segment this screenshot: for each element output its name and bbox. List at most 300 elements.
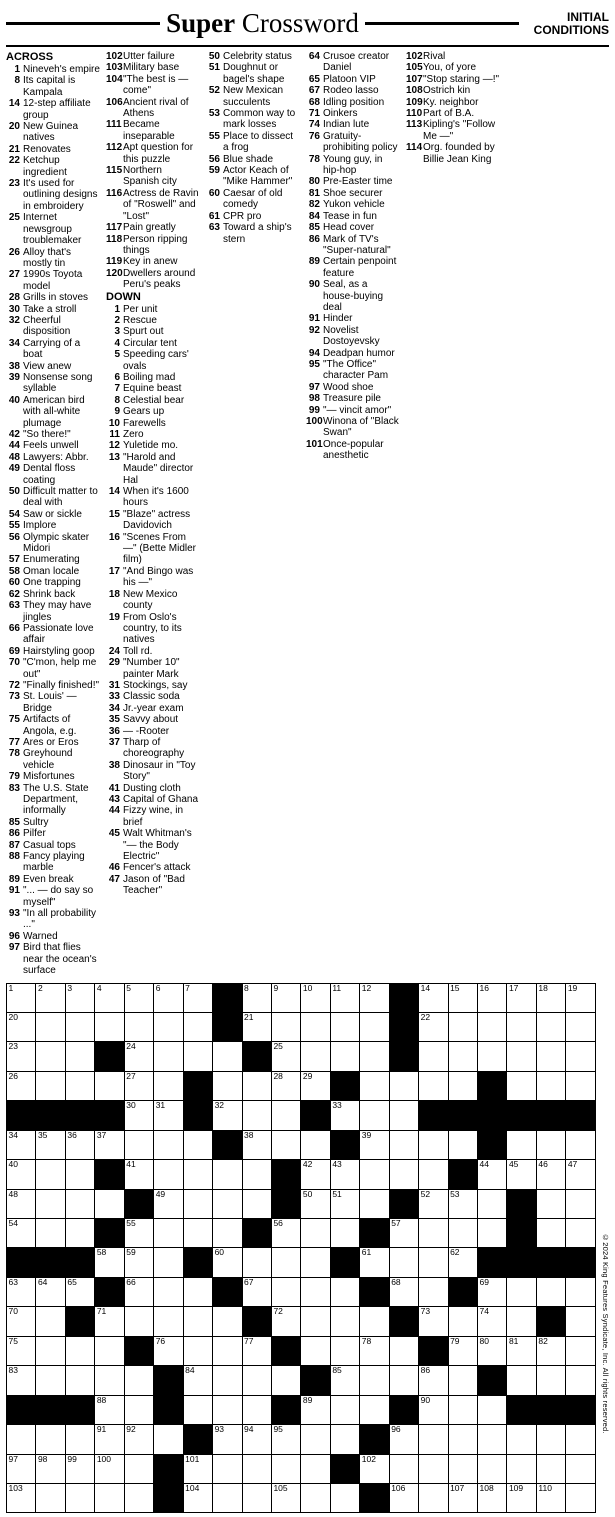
- grid-cell[interactable]: [95, 1012, 124, 1041]
- grid-cell[interactable]: [65, 1483, 94, 1512]
- grid-cell[interactable]: [389, 1130, 418, 1159]
- grid-cell[interactable]: [301, 1483, 330, 1512]
- grid-cell[interactable]: [360, 1395, 389, 1424]
- grid-cell[interactable]: [154, 1189, 183, 1218]
- grid-cell[interactable]: [271, 1130, 300, 1159]
- grid-cell[interactable]: [242, 1071, 271, 1100]
- grid-cell[interactable]: [478, 1042, 507, 1071]
- grid-cell[interactable]: [419, 1248, 448, 1277]
- grid-cell[interactable]: [566, 1219, 595, 1248]
- grid-cell[interactable]: [95, 1454, 124, 1483]
- grid-cell[interactable]: [7, 1425, 36, 1454]
- grid-cell[interactable]: [65, 1454, 94, 1483]
- grid-cell[interactable]: [330, 1219, 359, 1248]
- clue-number: 63: [208, 222, 220, 234]
- grid-cell[interactable]: [566, 1130, 595, 1159]
- grid-cell[interactable]: [154, 1130, 183, 1159]
- grid-cell[interactable]: [213, 1425, 242, 1454]
- grid-cell[interactable]: [419, 1307, 448, 1336]
- grid-cell[interactable]: [389, 1248, 418, 1277]
- grid-cell[interactable]: [271, 1483, 300, 1512]
- grid-cell[interactable]: [124, 1454, 153, 1483]
- grid-cell[interactable]: [419, 1160, 448, 1189]
- grid-cell[interactable]: [330, 1336, 359, 1365]
- grid-cell[interactable]: [536, 1130, 565, 1159]
- grid-cell[interactable]: [507, 1160, 536, 1189]
- grid-cell[interactable]: [242, 1248, 271, 1277]
- grid-cell[interactable]: [419, 1189, 448, 1218]
- grid-cell[interactable]: [271, 1277, 300, 1306]
- grid-cell[interactable]: [419, 1277, 448, 1306]
- grid-cell[interactable]: [154, 1219, 183, 1248]
- grid-cell[interactable]: [124, 1307, 153, 1336]
- grid-cell[interactable]: [566, 1071, 595, 1100]
- grid-cell[interactable]: [330, 1395, 359, 1424]
- grid-cell[interactable]: [419, 1454, 448, 1483]
- grid-cell[interactable]: [242, 1454, 271, 1483]
- grid-cell[interactable]: [448, 1130, 477, 1159]
- grid-cell[interactable]: [360, 1454, 389, 1483]
- grid-cell[interactable]: [330, 1425, 359, 1454]
- grid-cell[interactable]: [7, 1130, 36, 1159]
- grid-cell[interactable]: [242, 1425, 271, 1454]
- grid-cell[interactable]: [566, 1012, 595, 1041]
- grid-cell[interactable]: [566, 1483, 595, 1512]
- grid-cell[interactable]: [36, 1307, 65, 1336]
- grid-cell[interactable]: [389, 1336, 418, 1365]
- grid-cell[interactable]: [183, 1160, 212, 1189]
- grid-cell[interactable]: [124, 1219, 153, 1248]
- grid-cell[interactable]: [154, 1277, 183, 1306]
- grid-cell[interactable]: [213, 1071, 242, 1100]
- grid-cell[interactable]: [566, 1277, 595, 1306]
- clue-across-89: [6, 874, 100, 885]
- grid-cell[interactable]: [536, 1454, 565, 1483]
- grid-cell[interactable]: [7, 1219, 36, 1248]
- grid-cell[interactable]: [7, 1277, 36, 1306]
- grid-cell[interactable]: [301, 1248, 330, 1277]
- grid-cell[interactable]: [478, 1160, 507, 1189]
- clue-number: 37: [108, 736, 120, 748]
- grid-cell[interactable]: [213, 1101, 242, 1130]
- grid-cell[interactable]: [419, 1425, 448, 1454]
- grid-cell[interactable]: [36, 1336, 65, 1365]
- clue-number: 54: [8, 508, 20, 520]
- grid-cell[interactable]: [154, 1101, 183, 1130]
- grid-cell[interactable]: [36, 1012, 65, 1041]
- clue-down-97: [306, 382, 400, 393]
- grid-cell[interactable]: [507, 983, 536, 1012]
- grid-cell[interactable]: [301, 1071, 330, 1100]
- grid-cell[interactable]: [65, 1189, 94, 1218]
- grid-cell[interactable]: [7, 1336, 36, 1365]
- grid-cell[interactable]: [360, 1307, 389, 1336]
- grid-cell[interactable]: [124, 1277, 153, 1306]
- grid-block: [95, 1219, 124, 1248]
- grid-cell[interactable]: [154, 1248, 183, 1277]
- grid-cell[interactable]: [448, 1395, 477, 1424]
- grid-cell[interactable]: [65, 1425, 94, 1454]
- grid-cell[interactable]: [360, 983, 389, 1012]
- grid-cell[interactable]: [448, 1454, 477, 1483]
- grid-cell[interactable]: [95, 1248, 124, 1277]
- grid-cell[interactable]: [536, 1189, 565, 1218]
- clue-number: 71: [308, 108, 320, 120]
- grid-cell[interactable]: [478, 1012, 507, 1041]
- grid-cell[interactable]: [419, 1071, 448, 1100]
- grid-cell-number: 88: [96, 1394, 107, 1405]
- grid-cell[interactable]: [478, 1454, 507, 1483]
- grid-cell[interactable]: [389, 1277, 418, 1306]
- grid-cell[interactable]: [242, 1130, 271, 1159]
- grid-cell[interactable]: [566, 983, 595, 1012]
- grid-cell[interactable]: [301, 1277, 330, 1306]
- clue-text: "Harold and Maude" director Hal: [123, 451, 194, 486]
- clue-text: "The Office" character Pam: [323, 358, 389, 382]
- grid-cell[interactable]: [448, 1307, 477, 1336]
- grid-cell[interactable]: [183, 1277, 212, 1306]
- grid-cell[interactable]: [95, 1189, 124, 1218]
- clue-text: Dwellers around Peru's peaks: [123, 267, 196, 291]
- grid-cell[interactable]: [536, 1071, 565, 1100]
- grid-cell[interactable]: [242, 1012, 271, 1041]
- grid-cell[interactable]: [271, 983, 300, 1012]
- grid-cell[interactable]: [124, 1101, 153, 1130]
- grid-cell[interactable]: [154, 983, 183, 1012]
- grid-cell[interactable]: [360, 1012, 389, 1041]
- grid-cell[interactable]: [330, 1189, 359, 1218]
- grid-cell[interactable]: [301, 1425, 330, 1454]
- grid-cell[interactable]: [389, 1160, 418, 1189]
- grid-cell[interactable]: [65, 983, 94, 1012]
- grid-cell[interactable]: [154, 1336, 183, 1365]
- grid-cell[interactable]: [478, 1277, 507, 1306]
- grid-cell[interactable]: [124, 983, 153, 1012]
- grid-cell[interactable]: [271, 1042, 300, 1071]
- grid-cell[interactable]: [65, 1071, 94, 1100]
- grid-cell[interactable]: [271, 1012, 300, 1041]
- grid-cell[interactable]: [507, 1012, 536, 1041]
- grid-cell[interactable]: [271, 1425, 300, 1454]
- grid-cell[interactable]: [154, 1425, 183, 1454]
- grid-cell[interactable]: [213, 1307, 242, 1336]
- grid-cell[interactable]: [301, 1307, 330, 1336]
- grid-cell[interactable]: [242, 1277, 271, 1306]
- grid-cell[interactable]: [183, 1395, 212, 1424]
- grid-cell[interactable]: [566, 1160, 595, 1189]
- grid-cell[interactable]: [95, 1483, 124, 1512]
- grid-cell[interactable]: [301, 1454, 330, 1483]
- grid-cell[interactable]: [507, 1130, 536, 1159]
- grid-cell[interactable]: [95, 1307, 124, 1336]
- grid-cell[interactable]: [36, 1219, 65, 1248]
- grid-cell[interactable]: [448, 1071, 477, 1100]
- grid-cell[interactable]: [507, 1483, 536, 1512]
- grid-cell[interactable]: [7, 1483, 36, 1512]
- clue-text: Shrink back: [23, 588, 76, 600]
- grid-cell[interactable]: [448, 1425, 477, 1454]
- clue-down-33: [106, 691, 200, 702]
- grid-cell[interactable]: [95, 1071, 124, 1100]
- grid-cell[interactable]: [536, 1277, 565, 1306]
- grid-cell[interactable]: [448, 1483, 477, 1512]
- grid-cell[interactable]: [536, 1425, 565, 1454]
- grid-cell[interactable]: [7, 1012, 36, 1041]
- grid-cell[interactable]: [389, 1101, 418, 1130]
- grid-cell[interactable]: [419, 1219, 448, 1248]
- grid-cell[interactable]: [566, 1307, 595, 1336]
- grid-cell[interactable]: [183, 1042, 212, 1071]
- grid-cell[interactable]: [301, 1160, 330, 1189]
- grid-cell[interactable]: [213, 1219, 242, 1248]
- clue-across-50: [6, 486, 100, 509]
- grid-cell[interactable]: [213, 1160, 242, 1189]
- grid-cell[interactable]: [36, 1042, 65, 1071]
- grid-cell[interactable]: [95, 983, 124, 1012]
- grid-cell[interactable]: [36, 1454, 65, 1483]
- grid-cell[interactable]: [330, 1160, 359, 1189]
- grid-cell[interactable]: [478, 1219, 507, 1248]
- clue-number: 106: [106, 96, 123, 108]
- grid-cell[interactable]: [154, 1042, 183, 1071]
- grid-cell[interactable]: [242, 1483, 271, 1512]
- grid-cell[interactable]: [330, 1012, 359, 1041]
- grid-cell-number: 16: [479, 982, 489, 993]
- grid-cell[interactable]: [448, 1336, 477, 1365]
- grid-cell[interactable]: [419, 983, 448, 1012]
- grid-cell[interactable]: [360, 1160, 389, 1189]
- grid-cell[interactable]: [183, 1307, 212, 1336]
- grid-cell[interactable]: [242, 1101, 271, 1130]
- grid-cell[interactable]: [183, 983, 212, 1012]
- grid-cell[interactable]: [360, 1130, 389, 1159]
- grid-cell[interactable]: [448, 983, 477, 1012]
- grid-cell[interactable]: [242, 1189, 271, 1218]
- grid-cell[interactable]: [330, 1307, 359, 1336]
- grid-cell[interactable]: [330, 983, 359, 1012]
- grid-cell[interactable]: [448, 1012, 477, 1041]
- grid-cell-number: 28: [273, 1070, 283, 1081]
- clue-number: 92: [308, 324, 320, 336]
- grid-cell[interactable]: [154, 1307, 183, 1336]
- grid-cell[interactable]: [330, 1277, 359, 1306]
- grid-cell[interactable]: [448, 1248, 477, 1277]
- grid-cell[interactable]: [213, 1042, 242, 1071]
- grid-cell[interactable]: [360, 1336, 389, 1365]
- grid-cell[interactable]: [65, 1219, 94, 1248]
- grid-cell[interactable]: [183, 1130, 212, 1159]
- grid-cell[interactable]: [507, 1071, 536, 1100]
- grid-cell[interactable]: [536, 1483, 565, 1512]
- grid-cell[interactable]: [154, 1160, 183, 1189]
- grid-cell[interactable]: [95, 1395, 124, 1424]
- grid-cell[interactable]: [301, 1012, 330, 1041]
- grid-cell[interactable]: [419, 1130, 448, 1159]
- grid-cell[interactable]: [389, 1425, 418, 1454]
- crossword-grid[interactable]: [6, 983, 596, 1514]
- grid-cell[interactable]: [242, 1160, 271, 1189]
- grid-cell[interactable]: [65, 1277, 94, 1306]
- clue-number: 15: [108, 508, 120, 520]
- grid-cell[interactable]: [7, 1189, 36, 1218]
- grid-cell[interactable]: [330, 1042, 359, 1071]
- clue-down-68: [306, 97, 400, 108]
- grid-cell[interactable]: [536, 1042, 565, 1071]
- grid-cell[interactable]: [448, 1042, 477, 1071]
- grid-cell[interactable]: [65, 1336, 94, 1365]
- grid-cell[interactable]: [507, 1425, 536, 1454]
- grid-cell[interactable]: [183, 1219, 212, 1248]
- grid-cell[interactable]: [7, 1071, 36, 1100]
- grid-cell[interactable]: [271, 1454, 300, 1483]
- grid-cell[interactable]: [36, 1425, 65, 1454]
- grid-cell[interactable]: [36, 1071, 65, 1100]
- grid-cell[interactable]: [360, 1248, 389, 1277]
- grid-cell[interactable]: [65, 1012, 94, 1041]
- grid-block: [183, 1425, 212, 1454]
- grid-cell[interactable]: [301, 1395, 330, 1424]
- grid-cell[interactable]: [478, 1395, 507, 1424]
- grid-cell[interactable]: [507, 1454, 536, 1483]
- grid-cell[interactable]: [507, 1277, 536, 1306]
- grid-cell[interactable]: [124, 1425, 153, 1454]
- grid-cell[interactable]: [7, 983, 36, 1012]
- grid-cell[interactable]: [36, 983, 65, 1012]
- grid-cell[interactable]: [124, 1130, 153, 1159]
- grid-cell[interactable]: [360, 1189, 389, 1218]
- grid-cell[interactable]: [65, 1130, 94, 1159]
- grid-cell[interactable]: [124, 1160, 153, 1189]
- grid-cell[interactable]: [507, 1336, 536, 1365]
- grid-cell[interactable]: [507, 1307, 536, 1336]
- grid-cell[interactable]: [124, 1071, 153, 1100]
- grid-cell[interactable]: [566, 1336, 595, 1365]
- grid-cell[interactable]: [242, 1395, 271, 1424]
- grid-cell[interactable]: [183, 1012, 212, 1041]
- grid-cell[interactable]: [7, 1307, 36, 1336]
- grid-cell[interactable]: [566, 1425, 595, 1454]
- grid-cell[interactable]: [213, 1336, 242, 1365]
- grid-cell[interactable]: [301, 1189, 330, 1218]
- grid-cell[interactable]: [242, 983, 271, 1012]
- grid-cell[interactable]: [124, 1012, 153, 1041]
- clue-down-85: [306, 222, 400, 233]
- clue-down-50: [206, 51, 300, 62]
- grid-cell[interactable]: [478, 1425, 507, 1454]
- grid-cell[interactable]: [124, 1395, 153, 1424]
- grid-cell[interactable]: [419, 1042, 448, 1071]
- grid-cell[interactable]: [360, 1071, 389, 1100]
- grid-cell[interactable]: [478, 1189, 507, 1218]
- grid-cell[interactable]: [271, 1307, 300, 1336]
- grid-cell[interactable]: [330, 1101, 359, 1130]
- grid-cell[interactable]: [95, 1130, 124, 1159]
- grid-cell[interactable]: [124, 1483, 153, 1512]
- grid-cell[interactable]: [536, 983, 565, 1012]
- grid-cell[interactable]: [389, 1071, 418, 1100]
- grid-cell[interactable]: [448, 1189, 477, 1218]
- grid-cell[interactable]: [154, 1012, 183, 1041]
- grid-cell[interactable]: [566, 1042, 595, 1071]
- grid-cell[interactable]: [65, 1160, 94, 1189]
- grid-cell[interactable]: [536, 1219, 565, 1248]
- grid-cell[interactable]: [566, 1189, 595, 1218]
- clue-down-19: [106, 612, 200, 646]
- grid-cell[interactable]: [301, 1130, 330, 1159]
- grid-cell[interactable]: [213, 1454, 242, 1483]
- grid-cell[interactable]: [478, 1307, 507, 1336]
- grid-cell[interactable]: [183, 1483, 212, 1512]
- grid-cell[interactable]: [242, 1336, 271, 1365]
- grid-cell[interactable]: [36, 1189, 65, 1218]
- grid-cell[interactable]: [419, 1483, 448, 1512]
- grid-cell[interactable]: [360, 1042, 389, 1071]
- grid-cell[interactable]: [271, 1248, 300, 1277]
- grid-cell[interactable]: [301, 1042, 330, 1071]
- grid-cell[interactable]: [478, 1483, 507, 1512]
- grid-cell[interactable]: [36, 1277, 65, 1306]
- grid-cell[interactable]: [124, 1042, 153, 1071]
- grid-cell[interactable]: [36, 1130, 65, 1159]
- grid-cell[interactable]: [213, 1483, 242, 1512]
- grid-cell[interactable]: [507, 1042, 536, 1071]
- grid-cell[interactable]: [213, 1395, 242, 1424]
- grid-cell[interactable]: [301, 1219, 330, 1248]
- grid-cell[interactable]: [478, 1336, 507, 1365]
- grid-block: [95, 1160, 124, 1189]
- grid-cell[interactable]: [95, 1336, 124, 1365]
- grid-cell[interactable]: [536, 1160, 565, 1189]
- grid-cell[interactable]: [536, 1336, 565, 1365]
- grid-cell[interactable]: [213, 1189, 242, 1218]
- grid-cell-number: 72: [273, 1306, 283, 1317]
- grid-cell[interactable]: [36, 1160, 65, 1189]
- grid-cell[interactable]: [183, 1336, 212, 1365]
- grid-cell[interactable]: [213, 1248, 242, 1277]
- grid-cell[interactable]: [389, 1219, 418, 1248]
- grid-cell[interactable]: [419, 1012, 448, 1041]
- grid-cell[interactable]: [566, 1454, 595, 1483]
- grid-cell[interactable]: [419, 1395, 448, 1424]
- grid-cell[interactable]: [124, 1248, 153, 1277]
- grid-cell[interactable]: [7, 1160, 36, 1189]
- grid-cell[interactable]: [271, 1071, 300, 1100]
- grid-cell[interactable]: [65, 1042, 94, 1071]
- grid-cell[interactable]: [183, 1189, 212, 1218]
- clue-down-9: [106, 406, 200, 417]
- grid-cell[interactable]: [271, 1219, 300, 1248]
- grid-cell[interactable]: [478, 983, 507, 1012]
- grid-cell[interactable]: [330, 1483, 359, 1512]
- clue-text: — -Rooter: [123, 725, 170, 737]
- grid-cell[interactable]: [389, 1483, 418, 1512]
- grid-cell[interactable]: [183, 1454, 212, 1483]
- grid-cell[interactable]: [301, 983, 330, 1012]
- grid-cell[interactable]: [301, 1336, 330, 1365]
- grid-cell[interactable]: [154, 1071, 183, 1100]
- grid-cell[interactable]: [7, 1042, 36, 1071]
- grid-cell[interactable]: [360, 1101, 389, 1130]
- grid-cell[interactable]: [271, 1101, 300, 1130]
- grid-block: [419, 1336, 448, 1365]
- grid-block: [36, 1101, 65, 1130]
- grid-cell[interactable]: [536, 1012, 565, 1041]
- grid-cell[interactable]: [7, 1454, 36, 1483]
- grid-cell[interactable]: [448, 1219, 477, 1248]
- grid-cell[interactable]: [95, 1425, 124, 1454]
- grid-cell[interactable]: [389, 1454, 418, 1483]
- grid-cell[interactable]: [36, 1483, 65, 1512]
